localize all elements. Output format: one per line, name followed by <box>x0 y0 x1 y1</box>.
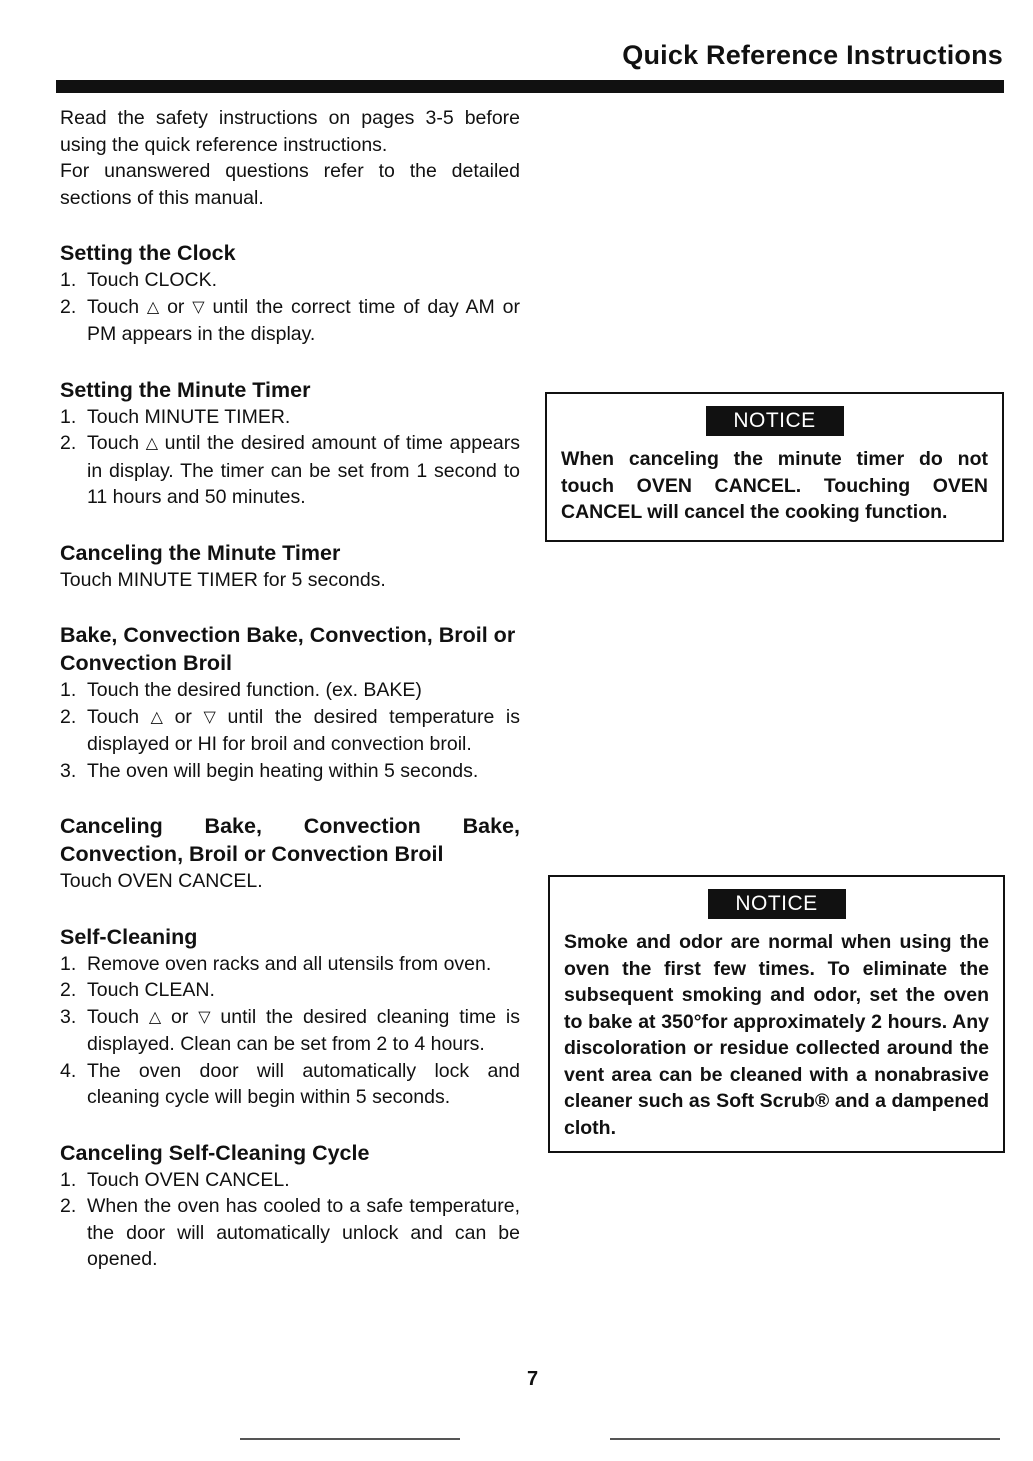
list-item <box>60 677 520 704</box>
step-number: 3. <box>60 1005 77 1028</box>
section-body: Touch OVEN CANCEL. <box>60 870 263 892</box>
left-column <box>60 105 520 1273</box>
step-text: The oven will begin heating within 5 seconds. <box>87 759 479 782</box>
step-number: 2. <box>60 979 77 1001</box>
down-triangle-icon: ▽ <box>198 1008 211 1026</box>
header-rule <box>56 80 1004 93</box>
list-item <box>60 1167 520 1194</box>
list-item <box>60 294 520 348</box>
notice-box-minute-timer <box>545 392 1004 542</box>
intro-paragraph: Read the safety instructions on pages 3-5 before using the quick reference instructions. <box>60 107 520 156</box>
step-text: When the oven has cooled to a safe temperature, the door will automatically unlock and can be opened. <box>87 1195 520 1270</box>
footer-rule <box>610 1438 1000 1440</box>
list-item <box>60 758 520 785</box>
list-item <box>60 430 520 511</box>
section-self-cleaning <box>60 923 520 1111</box>
step-text: Touch CLEAN. <box>87 979 215 1001</box>
section-heading: Bake, Convection Bake, Convection, Broil or Convection Broil <box>60 623 516 675</box>
down-triangle-icon: ▽ <box>192 298 205 316</box>
steps-list <box>60 951 520 1111</box>
step-text: Touch <box>87 295 147 318</box>
steps-list <box>60 1167 520 1273</box>
step-text: until the desired cleaning time is displayed. Clean can be set from 2 to 4 hours. <box>87 1005 521 1055</box>
step-text: until the desired temperature is displayed or HI for broil and convection broil. <box>87 705 520 755</box>
section-bake <box>60 621 520 784</box>
step-number: 2. <box>60 295 77 318</box>
section-heading: Setting the Clock <box>60 241 236 265</box>
notice-text: When canceling the minute timer do not touch OVEN CANCEL. Touching OVEN CANCEL will cancel the cooking function. <box>561 448 988 523</box>
step-number: 2. <box>60 1195 77 1217</box>
list-item <box>60 404 520 431</box>
notice-badge: NOTICE <box>706 406 844 436</box>
notice-badge: NOTICE <box>708 889 846 919</box>
section-canceling-self-cleaning <box>60 1139 520 1273</box>
step-text: Remove oven racks and all utensils from oven. <box>87 952 492 975</box>
step-text: Touch CLOCK. <box>87 269 218 291</box>
step-text: or <box>161 1005 199 1028</box>
step-text: Touch <box>87 432 146 454</box>
step-text: Touch the desired function. (ex. BAKE) <box>87 679 422 701</box>
list-item <box>60 1193 520 1273</box>
list-item <box>60 267 520 294</box>
list-item <box>60 977 520 1004</box>
step-number: 1. <box>60 952 77 975</box>
section-canceling-bake <box>60 812 520 895</box>
up-triangle-icon: △ <box>146 298 160 316</box>
step-text: until the desired amount of time appears in display. The timer can be set from 1 second to 11 hours and 50 minutes. <box>87 432 520 508</box>
step-number: 3. <box>60 759 77 782</box>
footer-rule <box>240 1438 460 1440</box>
step-number: 1. <box>60 1168 77 1191</box>
section-heading: Canceling the Minute Timer <box>60 540 341 565</box>
step-text: The oven door will automatically lock and cleaning cycle will begin within 5 seconds. <box>87 1059 520 1108</box>
step-number: 1. <box>60 269 77 291</box>
step-number: 1. <box>60 679 77 701</box>
up-triangle-icon: △ <box>148 1008 162 1026</box>
step-text: or <box>159 295 193 318</box>
steps-list <box>60 267 520 348</box>
step-text: until the correct time of day AM or PM appears in the display. <box>87 295 520 345</box>
list-item <box>60 951 520 978</box>
section-heading: Canceling Self-Cleaning Cycle <box>60 1140 370 1165</box>
section-heading: Setting the Minute Timer <box>60 377 311 402</box>
down-triangle-icon: ▽ <box>203 708 216 726</box>
step-number: 2. <box>60 432 77 454</box>
page-number: 7 <box>527 1368 539 1390</box>
step-text: Touch <box>87 1005 149 1028</box>
section-heading: Canceling Bake, Convection Bake, Convection, Broil or Convection Broil <box>60 814 520 866</box>
step-number: 2. <box>60 705 77 728</box>
intro-paragraph: For unanswered questions refer to the detailed sections of this manual. <box>60 160 520 209</box>
section-heading: Self-Cleaning <box>60 924 198 949</box>
list-item <box>60 704 520 758</box>
section-setting-clock <box>60 239 520 348</box>
up-triangle-icon: △ <box>145 435 158 452</box>
steps-list <box>60 677 520 784</box>
notice-box-smoke-odor <box>548 875 1005 1153</box>
section-canceling-minute-timer <box>60 539 520 594</box>
step-number: 1. <box>60 405 77 428</box>
page-header-title: Quick Reference Instructions <box>622 40 1003 70</box>
step-number: 4. <box>60 1059 77 1082</box>
list-item <box>60 1004 520 1058</box>
step-text: Touch OVEN CANCEL. <box>87 1168 290 1191</box>
intro <box>60 105 520 211</box>
steps-list <box>60 404 520 511</box>
section-setting-minute-timer <box>60 376 520 511</box>
up-triangle-icon: △ <box>150 708 163 726</box>
step-text: Touch <box>87 705 151 728</box>
step-text: or <box>162 705 204 728</box>
section-body: Touch MINUTE TIMER for 5 seconds. <box>60 568 386 591</box>
list-item <box>60 1058 520 1111</box>
notice-text: Smoke and odor are normal when using the oven the first few times. To eliminate the subsequent smoking and odor, set the oven to bake at 350°for approximately 2 hours. Any discoloration or residue collected around the vent area can be cleaned with a nonabrasive cleaner such as Soft Scrub® and a dampened cloth. <box>564 931 989 1139</box>
step-text: Touch MINUTE TIMER. <box>87 405 291 428</box>
